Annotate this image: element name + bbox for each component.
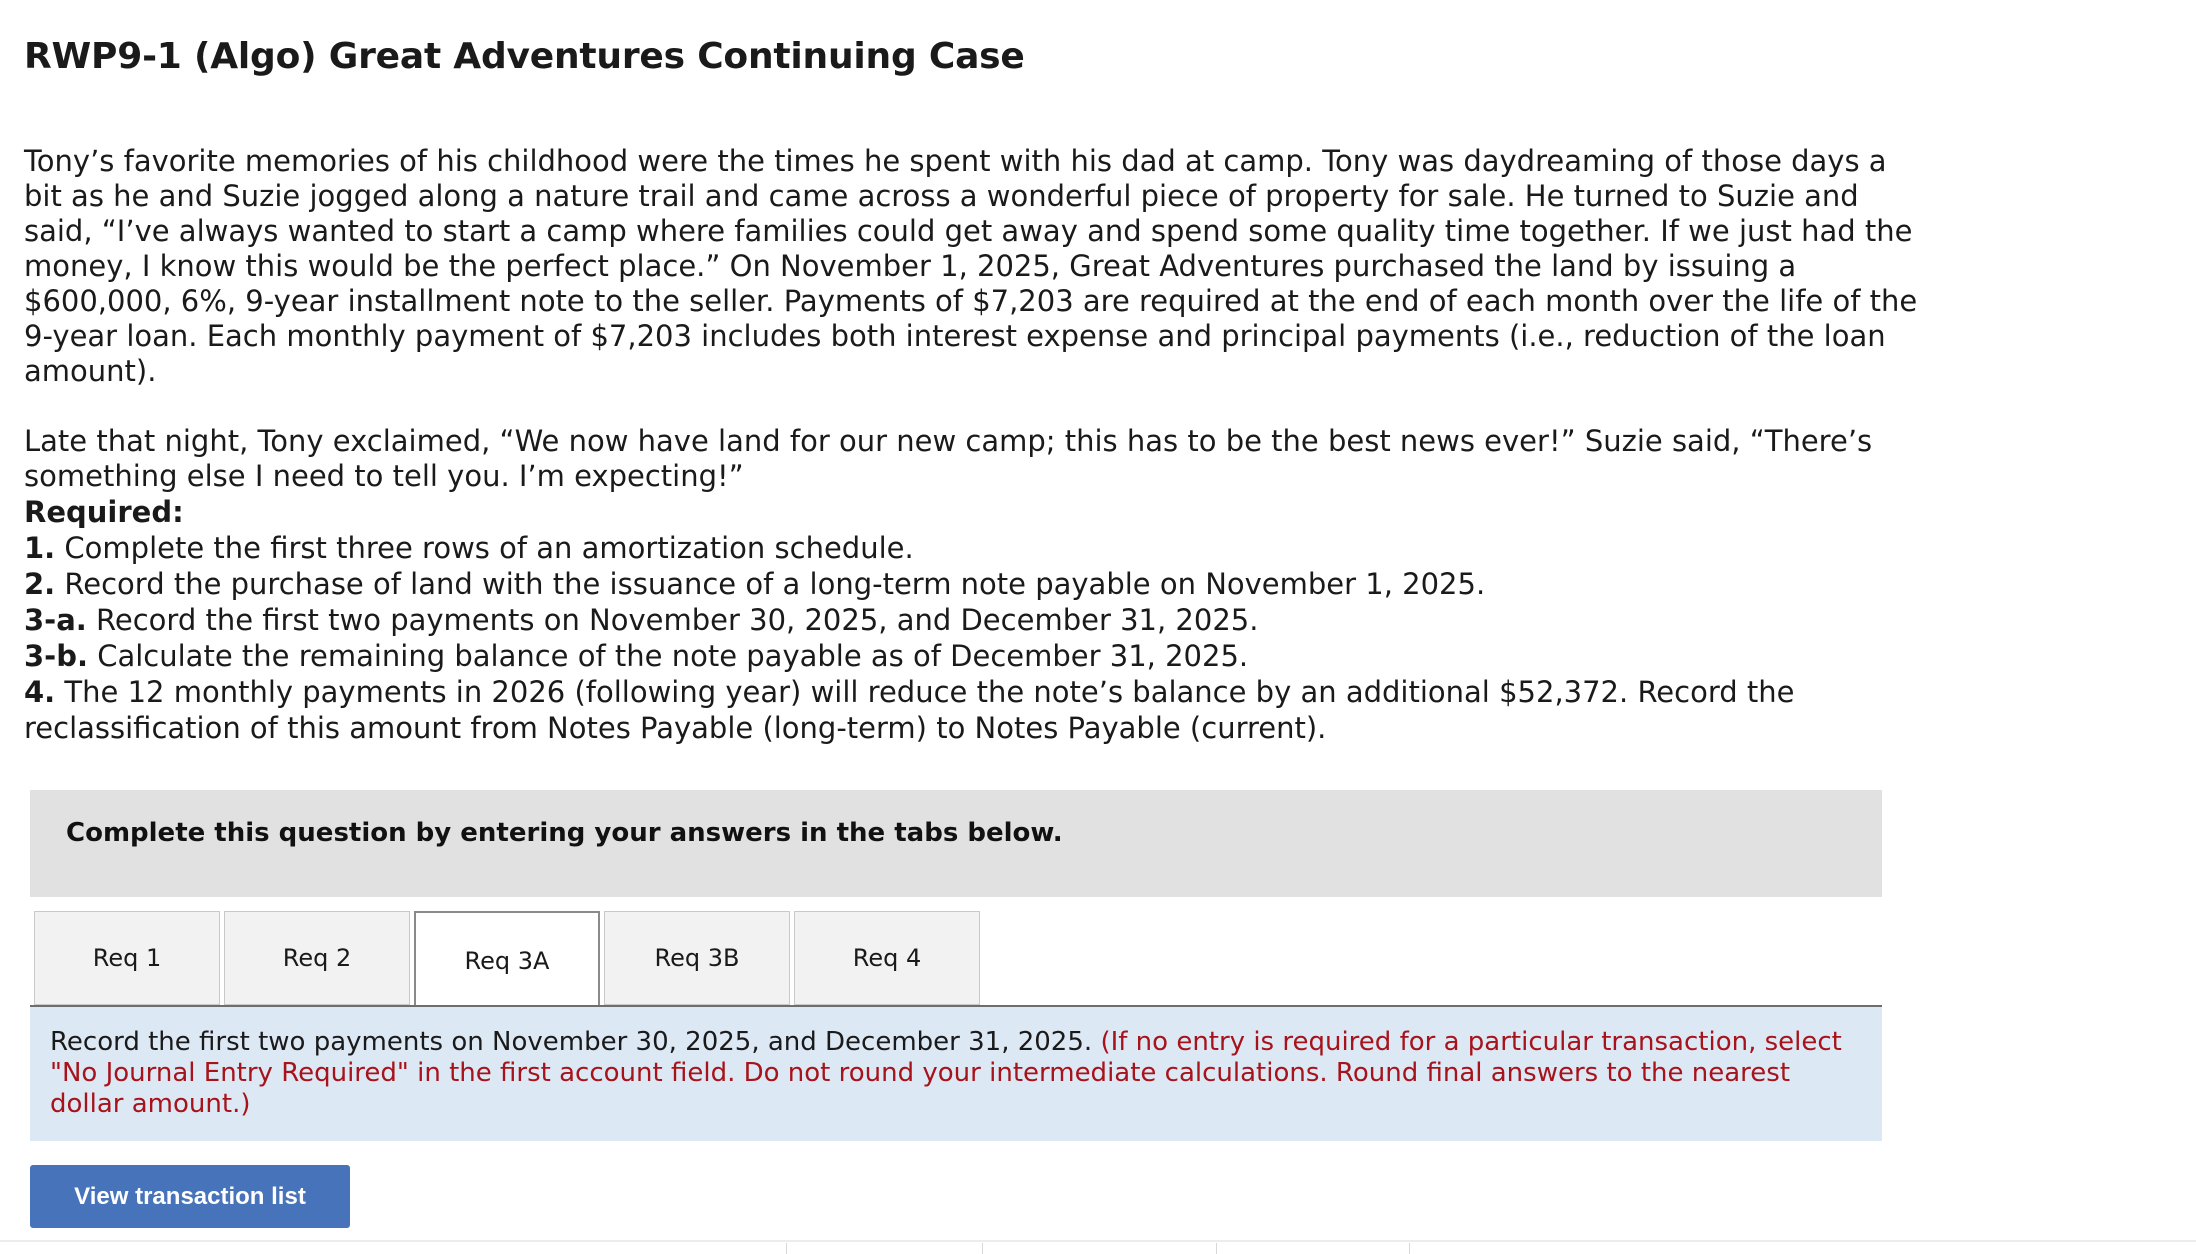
instruction-bar <box>30 790 1882 897</box>
view-transaction-list-button[interactable]: View transaction list <box>30 1165 350 1228</box>
required-item-text: Record the purchase of land with the issuance of a long-term note payable on November 1, 2025. <box>55 567 1486 601</box>
table-column-divider <box>1409 1243 1410 1254</box>
tab-req-2[interactable]: Req 2 <box>224 911 410 1005</box>
story-paragraph-2: Late that night, Tony exclaimed, “We now have land for our new camp; this has to be the best news ever!” Suzie said, “There’s something else I need to tell you. I’m expecting!” <box>24 424 1873 493</box>
required-list <box>24 494 1924 746</box>
panel-text: Record the first two payments on November 30, 2025, and December 31, 2025. <box>50 1027 1101 1057</box>
tab-req-3a[interactable]: Req 3A <box>414 911 600 1008</box>
table-column-divider <box>982 1243 983 1254</box>
case-story <box>24 144 1924 529</box>
required-item-number: 4. <box>24 675 56 709</box>
required-item-number: 2. <box>24 567 56 601</box>
required-item <box>24 530 1924 566</box>
instruction-text: Complete this question by entering your answers in the tabs below. <box>66 818 1063 848</box>
required-item <box>24 674 1924 746</box>
required-item-number: 3-a. <box>24 603 87 637</box>
tab-req-3b[interactable]: Req 3B <box>604 911 790 1005</box>
tab-req-4[interactable]: Req 4 <box>794 911 980 1005</box>
table-column-divider <box>1216 1243 1217 1254</box>
page-title: RWP9-1 (Algo) Great Adventures Continuing Case <box>24 36 1025 77</box>
required-item-text: Complete the first three rows of an amortization schedule. <box>55 531 914 565</box>
required-item-text: Record the first two payments on November 30, 2025, and December 31, 2025. <box>86 603 1259 637</box>
required-item-number: 3-b. <box>24 639 88 673</box>
tab-req-1[interactable]: Req 1 <box>34 911 220 1005</box>
requirement-tabs <box>34 911 1882 1006</box>
bottom-divider <box>0 1240 2196 1242</box>
tab-instructions-panel <box>30 1007 1882 1141</box>
panel-note: (If no entry is required for a particular transaction, select "No Journal Entry Required" in the first account field. Do not round your intermediate calculations. Round final answers to the nearest dollar amount.) <box>50 1027 1842 1119</box>
required-item <box>24 566 1924 602</box>
required-item <box>24 638 1924 674</box>
required-item-number: 1. <box>24 531 56 565</box>
required-item-text: Calculate the remaining balance of the note payable as of December 31, 2025. <box>88 639 1249 673</box>
required-item <box>24 602 1924 638</box>
table-column-divider <box>786 1243 787 1254</box>
required-heading: Required: <box>24 495 184 529</box>
story-paragraph-1: Tony’s favorite memories of his childhood were the times he spent with his dad at camp. Tony was daydreaming of those days a bit as he and Suzie jogged along a nature trail and came across a wonderful piece of property for sale. He turned to Suzie and said, “I’ve always wanted to start a camp where families could get away and spend some quality time together. If we just had the money, I know this would be the perfect place.” On November 1, 2025, Great Adventures purchased the land by issuing a $600,000, 6%, 9-year installment note to the seller. Payments of $7,203 are required at the end of each month over the life of the 9-year loan. Each monthly payment of $7,203 includes both interest expense and principal payments (i.e., reduction of the loan amount). <box>24 144 1918 388</box>
required-item-text: The 12 monthly payments in 2026 (following year) will reduce the note’s balance by an additional $52,372. Record the reclassification of this amount from Notes Payable (long-term) to Notes Payable (current). <box>24 675 1795 745</box>
